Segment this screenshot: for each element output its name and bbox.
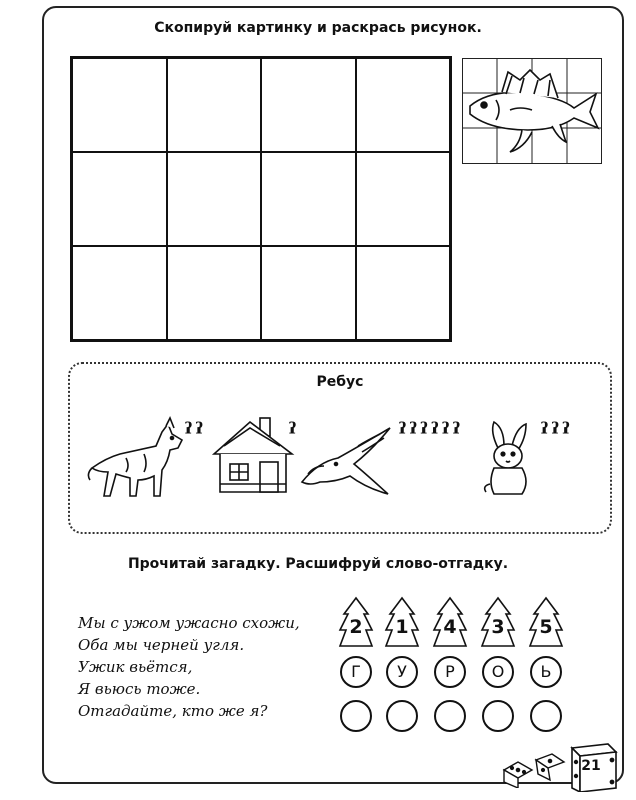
fir-tree-icon [384, 596, 420, 648]
answer-circle[interactable] [482, 700, 514, 732]
fir-tree-icon [528, 596, 564, 648]
grid-cell[interactable] [72, 246, 167, 340]
grid-cell[interactable] [356, 246, 451, 340]
grid-cell[interactable] [356, 152, 451, 246]
tree-number: 3 [491, 616, 505, 638]
answer-circle[interactable] [340, 700, 372, 732]
answer-circle[interactable] [434, 700, 466, 732]
comma-marks: ˀˀ [184, 417, 206, 450]
answer-circle[interactable] [386, 700, 418, 732]
copy-grid[interactable] [70, 56, 452, 342]
letter-circle: О [482, 656, 514, 688]
tree-number: 4 [443, 616, 457, 638]
task2-title: Прочитай загадку. Расшифруй слово-отгадку. [127, 556, 509, 572]
letter-circle: Ь [530, 656, 562, 688]
fir-tree-icon [432, 596, 468, 648]
page-number: 21 [581, 758, 601, 774]
grid-cell[interactable] [72, 58, 167, 152]
comma-marks: ˀˀˀ [540, 417, 573, 450]
letter-circle: У [386, 656, 418, 688]
comma-marks: ˀˀˀˀˀˀ [398, 417, 463, 450]
grid-cell[interactable] [261, 246, 356, 340]
fish-sample-grid [462, 58, 602, 164]
tree-number: 2 [349, 616, 363, 638]
riddle-poem [78, 612, 300, 722]
grid-cell[interactable] [261, 152, 356, 246]
poem-line: Мы с ужом ужасно схожи, [78, 614, 300, 632]
grid-cell[interactable] [72, 152, 167, 246]
grid-cell[interactable] [167, 58, 262, 152]
fish-icon [470, 70, 598, 152]
letter-circle: Г [340, 656, 372, 688]
house-icon [210, 414, 296, 496]
grid-cell[interactable] [356, 58, 451, 152]
comma-marks: ˀ [288, 417, 299, 450]
letter-circle: Р [434, 656, 466, 688]
tree-number: 5 [539, 616, 553, 638]
tree-number: 1 [395, 616, 409, 638]
rebus-title: Ребус [316, 374, 364, 390]
poem-line: Отгадайте, кто же я? [78, 702, 268, 720]
poem-line: Я вьюсь тоже. [78, 680, 201, 698]
answer-circle[interactable] [530, 700, 562, 732]
wolf-icon [86, 414, 186, 500]
rabbit-icon [482, 420, 534, 500]
dice-icon [500, 748, 570, 788]
grid-cell[interactable] [167, 152, 262, 246]
grid-cell[interactable] [167, 246, 262, 340]
fir-tree-icon [338, 596, 374, 648]
poem-line: Ужик вьётся, [78, 658, 193, 676]
swallow-icon [296, 424, 396, 496]
fir-tree-icon [480, 596, 516, 648]
poem-line: Оба мы черней угля. [78, 636, 245, 654]
grid-cell[interactable] [261, 58, 356, 152]
task1-title: Скопируй картинку и раскрась рисунок. [154, 20, 482, 36]
